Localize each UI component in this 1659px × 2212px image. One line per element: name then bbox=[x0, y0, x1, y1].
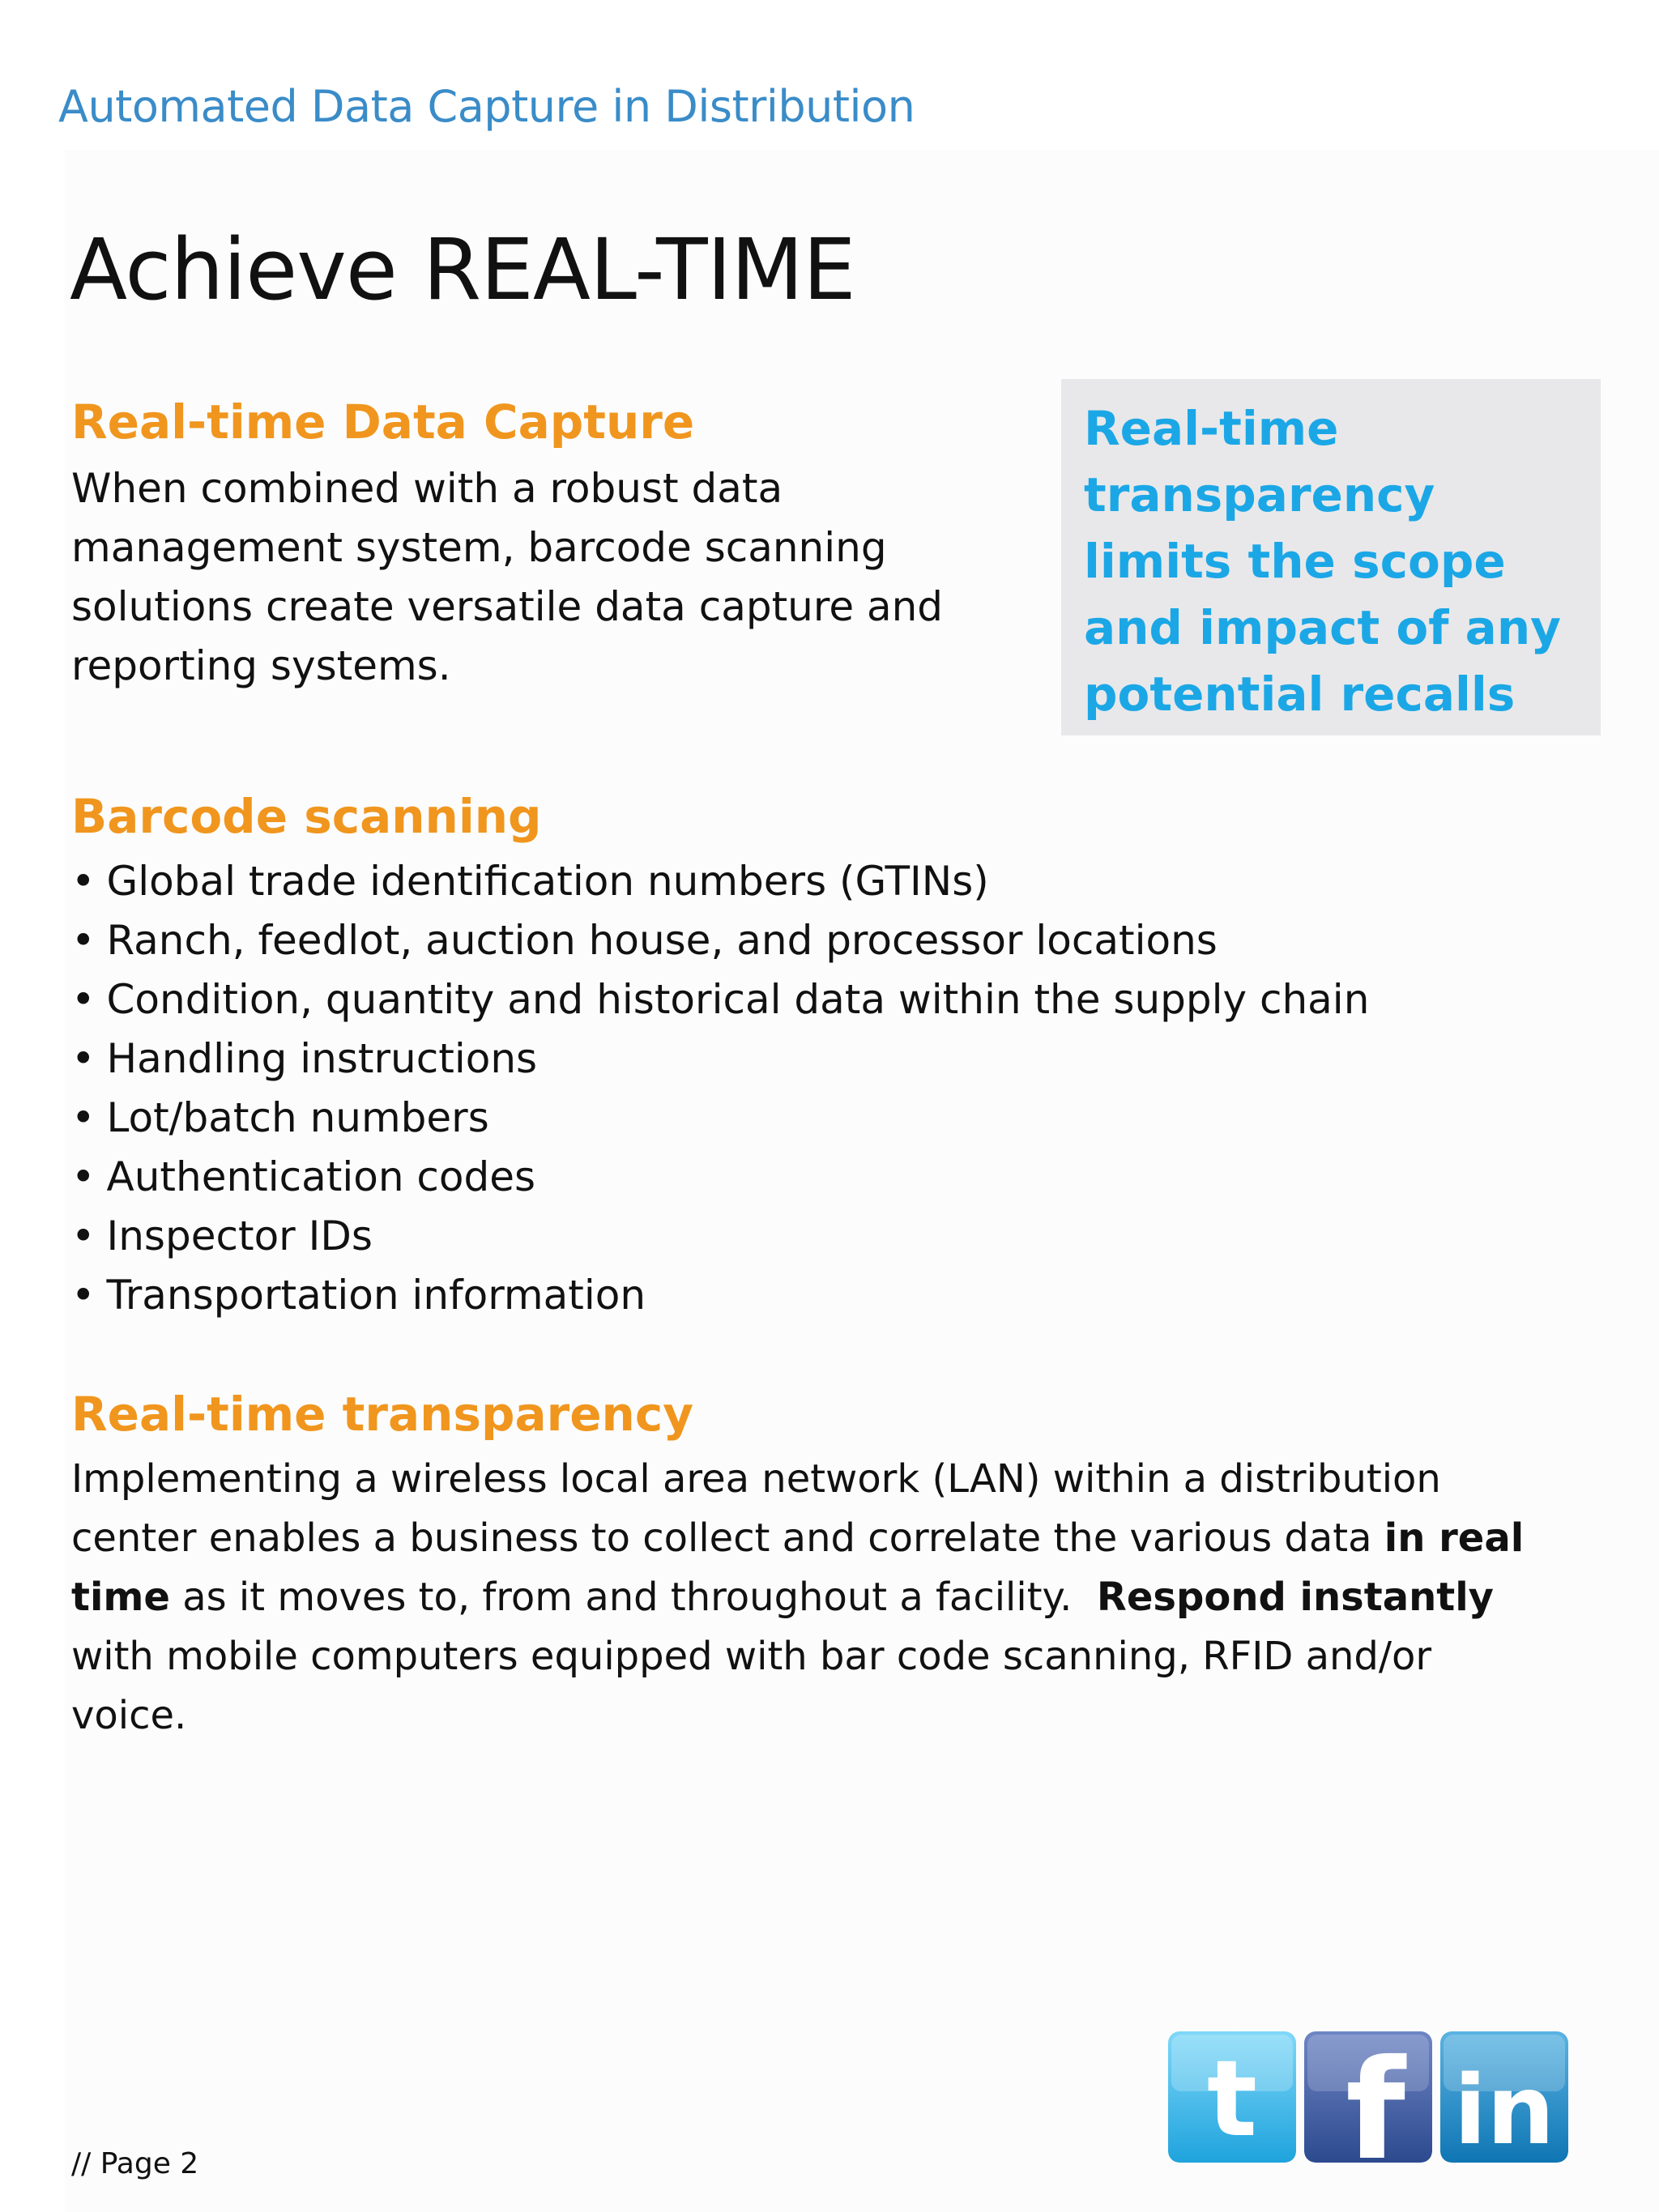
list-item: • Handling instructions bbox=[71, 1035, 538, 1082]
data-capture-paragraph bbox=[71, 459, 1011, 696]
callout-line: Real-time bbox=[1084, 401, 1339, 456]
paragraph-line: reporting systems. bbox=[71, 642, 451, 689]
paragraph-line: with mobile computers equipped with bar code scanning, RFID and/or bbox=[71, 1634, 1432, 1679]
list-item: • Authentication codes bbox=[71, 1153, 536, 1200]
callout-line: transparency bbox=[1084, 467, 1435, 522]
paragraph-line: When combined with a robust data bbox=[71, 465, 783, 512]
paragraph-line: management system, barcode scanning bbox=[71, 524, 887, 571]
list-item: • Global trade identification numbers (GTINs) bbox=[71, 858, 989, 905]
list-item: • Condition, quantity and historical data within the supply chain bbox=[71, 976, 1370, 1023]
barcode-bullet-list bbox=[71, 852, 1369, 1325]
page-number: // Page 2 bbox=[71, 2147, 199, 2180]
list-item: • Lot/batch numbers bbox=[71, 1094, 489, 1141]
callout-box bbox=[1061, 379, 1601, 735]
linkedin-icon[interactable] bbox=[1440, 2031, 1568, 2163]
callout-line: and impact of any bbox=[1084, 600, 1561, 655]
transparency-paragraph bbox=[71, 1450, 1627, 1745]
callout-line: limits the scope bbox=[1084, 534, 1506, 589]
facebook-icon[interactable] bbox=[1304, 2031, 1432, 2163]
paragraph-line: voice. bbox=[71, 1693, 187, 1738]
callout-text bbox=[1084, 395, 1594, 727]
list-item: • Ranch, feedlot, auction house, and processor locations bbox=[71, 917, 1218, 964]
svg-text:f: f bbox=[1346, 2031, 1405, 2163]
paragraph-line: Implementing a wireless local area network (LAN) within a distribution bbox=[71, 1456, 1441, 1502]
svg-text:t: t bbox=[1206, 2037, 1258, 2160]
section-heading-barcode: Barcode scanning bbox=[71, 789, 542, 844]
page-title: Achieve REAL-TIME bbox=[70, 220, 855, 319]
paragraph-line: center enables a business to collect and correlate the various data in real bbox=[71, 1515, 1525, 1561]
svg-text:in: in bbox=[1453, 2054, 1555, 2163]
callout-line: potential recalls bbox=[1084, 667, 1516, 722]
list-item: • Inspector IDs bbox=[71, 1213, 373, 1259]
paragraph-line: solutions create versatile data capture and bbox=[71, 583, 944, 630]
document-title: Automated Data Capture in Distribution bbox=[58, 81, 915, 132]
section-heading-data-capture: Real-time Data Capture bbox=[71, 394, 695, 450]
twitter-icon[interactable] bbox=[1168, 2031, 1296, 2163]
paragraph-line: time as it moves to, from and throughout a facility. Respond instantly bbox=[71, 1575, 1494, 1620]
list-item: • Transportation information bbox=[71, 1272, 646, 1319]
section-heading-transparency: Real-time transparency bbox=[71, 1387, 694, 1442]
